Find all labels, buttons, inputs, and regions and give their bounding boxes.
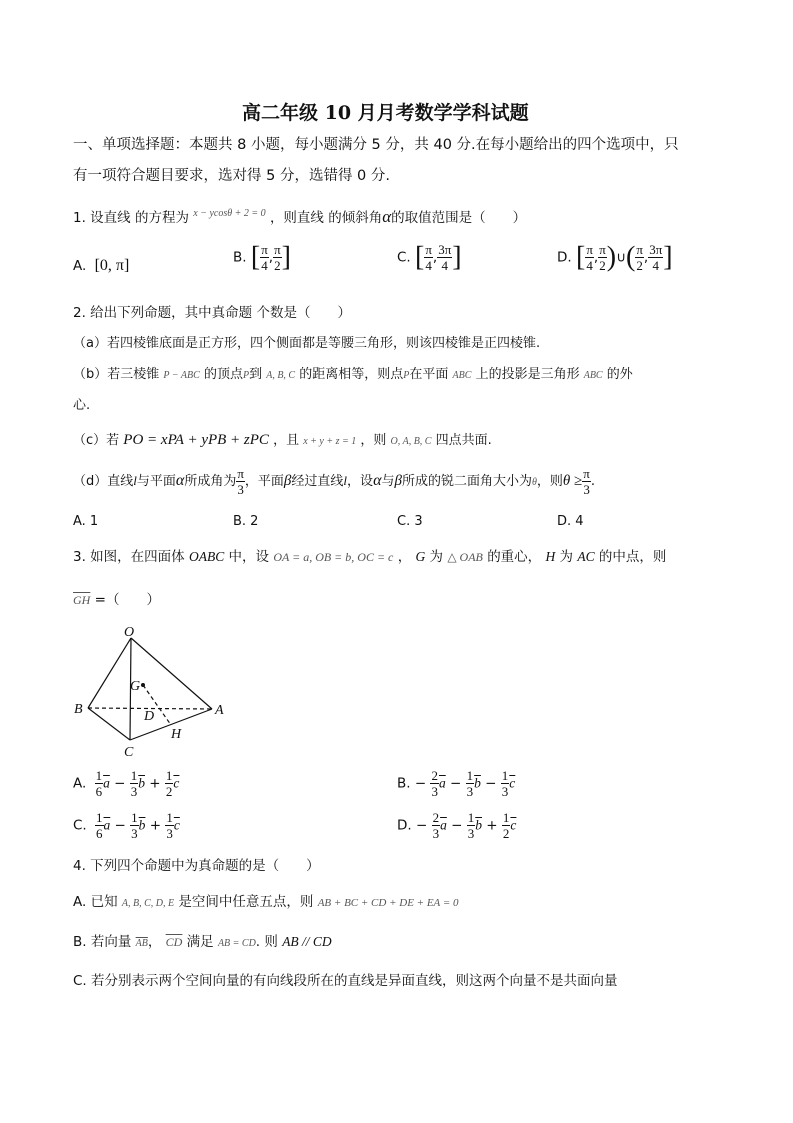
- question-2-stem: 2. 给出下列命题，其中真命题 个数是（ ）: [73, 305, 351, 321]
- q2-option-c: C. 3: [397, 514, 423, 529]
- q4-option-b: B. 若向量 $\overline{AB}$， $\overline{CD}$ 满足 AB = CD. 则 AB // CD: [73, 934, 332, 950]
- q2-c-vector-eq: PO = xPA + yPB + zPC: [123, 432, 269, 448]
- q1-option-d: D. [ $\frac{\pi}{4}$ , $\frac{\pi}{2}$ )∪( $\frac{\pi}{2}$ , $\frac{3\pi}{4}$ ]: [557, 241, 673, 273]
- q2-proposition-c: （c）若 PO = xPA + yPB + zPC ，且 x + y + z = 1 ，则 O, A, B, C 四点共面.: [73, 432, 492, 448]
- edge-OA: [131, 638, 212, 709]
- question-3-stem: 3. 如图，在四面体 OABC 中，设 OA = a, OB = b, OC = c ， G 为 △ OAB 的重心， H 为 AC 的中点，则: [73, 549, 667, 565]
- question-1-stem: [73, 208, 526, 229]
- label-C: C: [124, 745, 134, 760]
- q2-proposition-d: （d）直线l与平面α所成角为 $\frac{\pi}{3}$ ，平面β经过直线l，设α与β所成的锐二面角大小为θ，则θ ≥ $\frac{\pi}{3}$ .: [73, 466, 595, 497]
- q2-option-a: A. 1: [73, 514, 99, 529]
- page-title: 高二年级 10 月月考数学学科试题: [242, 102, 529, 124]
- section-instructions-line1: 一、单项选择题：本题共 8 小题，每小题满分 5 分，共 40 分.在每小题给出的四个选项中，只: [73, 137, 679, 153]
- question-4-stem: 4. 下列四个命题中为真命题的是（ ）: [73, 858, 320, 874]
- label-B: B: [74, 702, 83, 717]
- question-3-stem-cont: $\overline{GH}$ =（ ）: [73, 592, 160, 608]
- q1-option-a: A. [0, π]: [73, 257, 130, 274]
- q4-option-a: A. 已知 A, B, C, D, E 是空间中任意五点，则 AB + BC + CD + DE + EA = 0: [73, 894, 459, 910]
- q2-proposition-a: （a）若四棱锥底面是正方形，四个侧面都是等腰三角形，则该四棱锥是正四棱锥.: [73, 336, 541, 351]
- q1-option-a-text: [0, π]: [94, 257, 130, 274]
- section-instructions-line2: 有一项符合题目要求，选对得 5 分，选错得 0 分.: [73, 168, 390, 184]
- label-O: O: [124, 625, 135, 640]
- q2-option-b: B. 2: [233, 514, 259, 529]
- q3-option-a: A. $\frac{1}{6}$ $\overline{a}$ − $\frac{1}{3}$ $\overline{b}$ + $\frac{1}{2}$ $\overline{c}$: [73, 768, 180, 799]
- q1-stem-c: 的取值范围是（ ）: [391, 210, 527, 226]
- q1-option-c: C. [ $\frac{\pi}{4}$ , $\frac{3\pi}{4}$ ]: [397, 241, 462, 273]
- q1-stem-a: 1. 设直线 的方程为: [73, 210, 189, 226]
- q1-alpha: α: [382, 207, 392, 226]
- edge-BC: [88, 708, 130, 740]
- label-G: G: [130, 679, 141, 694]
- label-D: D: [144, 709, 155, 724]
- q1-stem-b: ，则直线 的倾斜角: [269, 210, 383, 226]
- q3-option-b: B. − $\frac{2}{3}$ $\overline{a}$ − $\frac{1}{3}$ $\overline{b}$ − $\frac{1}{3}$ $\overline{c}$: [397, 768, 516, 799]
- q2-proposition-b: （b）若三棱锥 P − ABC 的顶点P到 A, B, C 的距离相等，则点P在平面 ABC 上的投影是三角形 ABC 的外: [73, 367, 633, 382]
- q3-option-d: D. − $\frac{2}{3}$ $\overline{a}$ − $\frac{1}{3}$ $\overline{b}$ + $\frac{1}{2}$ $\overline{c}$: [397, 810, 517, 841]
- edge-OB: [88, 638, 131, 708]
- tetrahedron-figure: [70, 622, 240, 762]
- q4-option-c: C. 若分别表示两个空间向量的有向线段所在的直线是异面直线，则这两个向量不是共面向量: [73, 973, 618, 989]
- q1-option-b: B. [ $\frac{\pi}{4}$ , $\frac{\pi}{2}$ ]: [233, 241, 291, 273]
- q2-option-d: D. 4: [557, 514, 584, 529]
- q1-equation: x − ycosθ + 2 = 0: [193, 208, 266, 219]
- label-A: A: [215, 703, 224, 718]
- label-H: H: [171, 727, 182, 742]
- point-G: [141, 683, 145, 687]
- q3-option-c: C. $\frac{1}{6}$ $\overline{a}$ − $\frac{1}{3}$ $\overline{b}$ + $\frac{1}{3}$ $\overline{c}$: [73, 810, 180, 841]
- q2-proposition-b-cont: 心.: [73, 398, 91, 413]
